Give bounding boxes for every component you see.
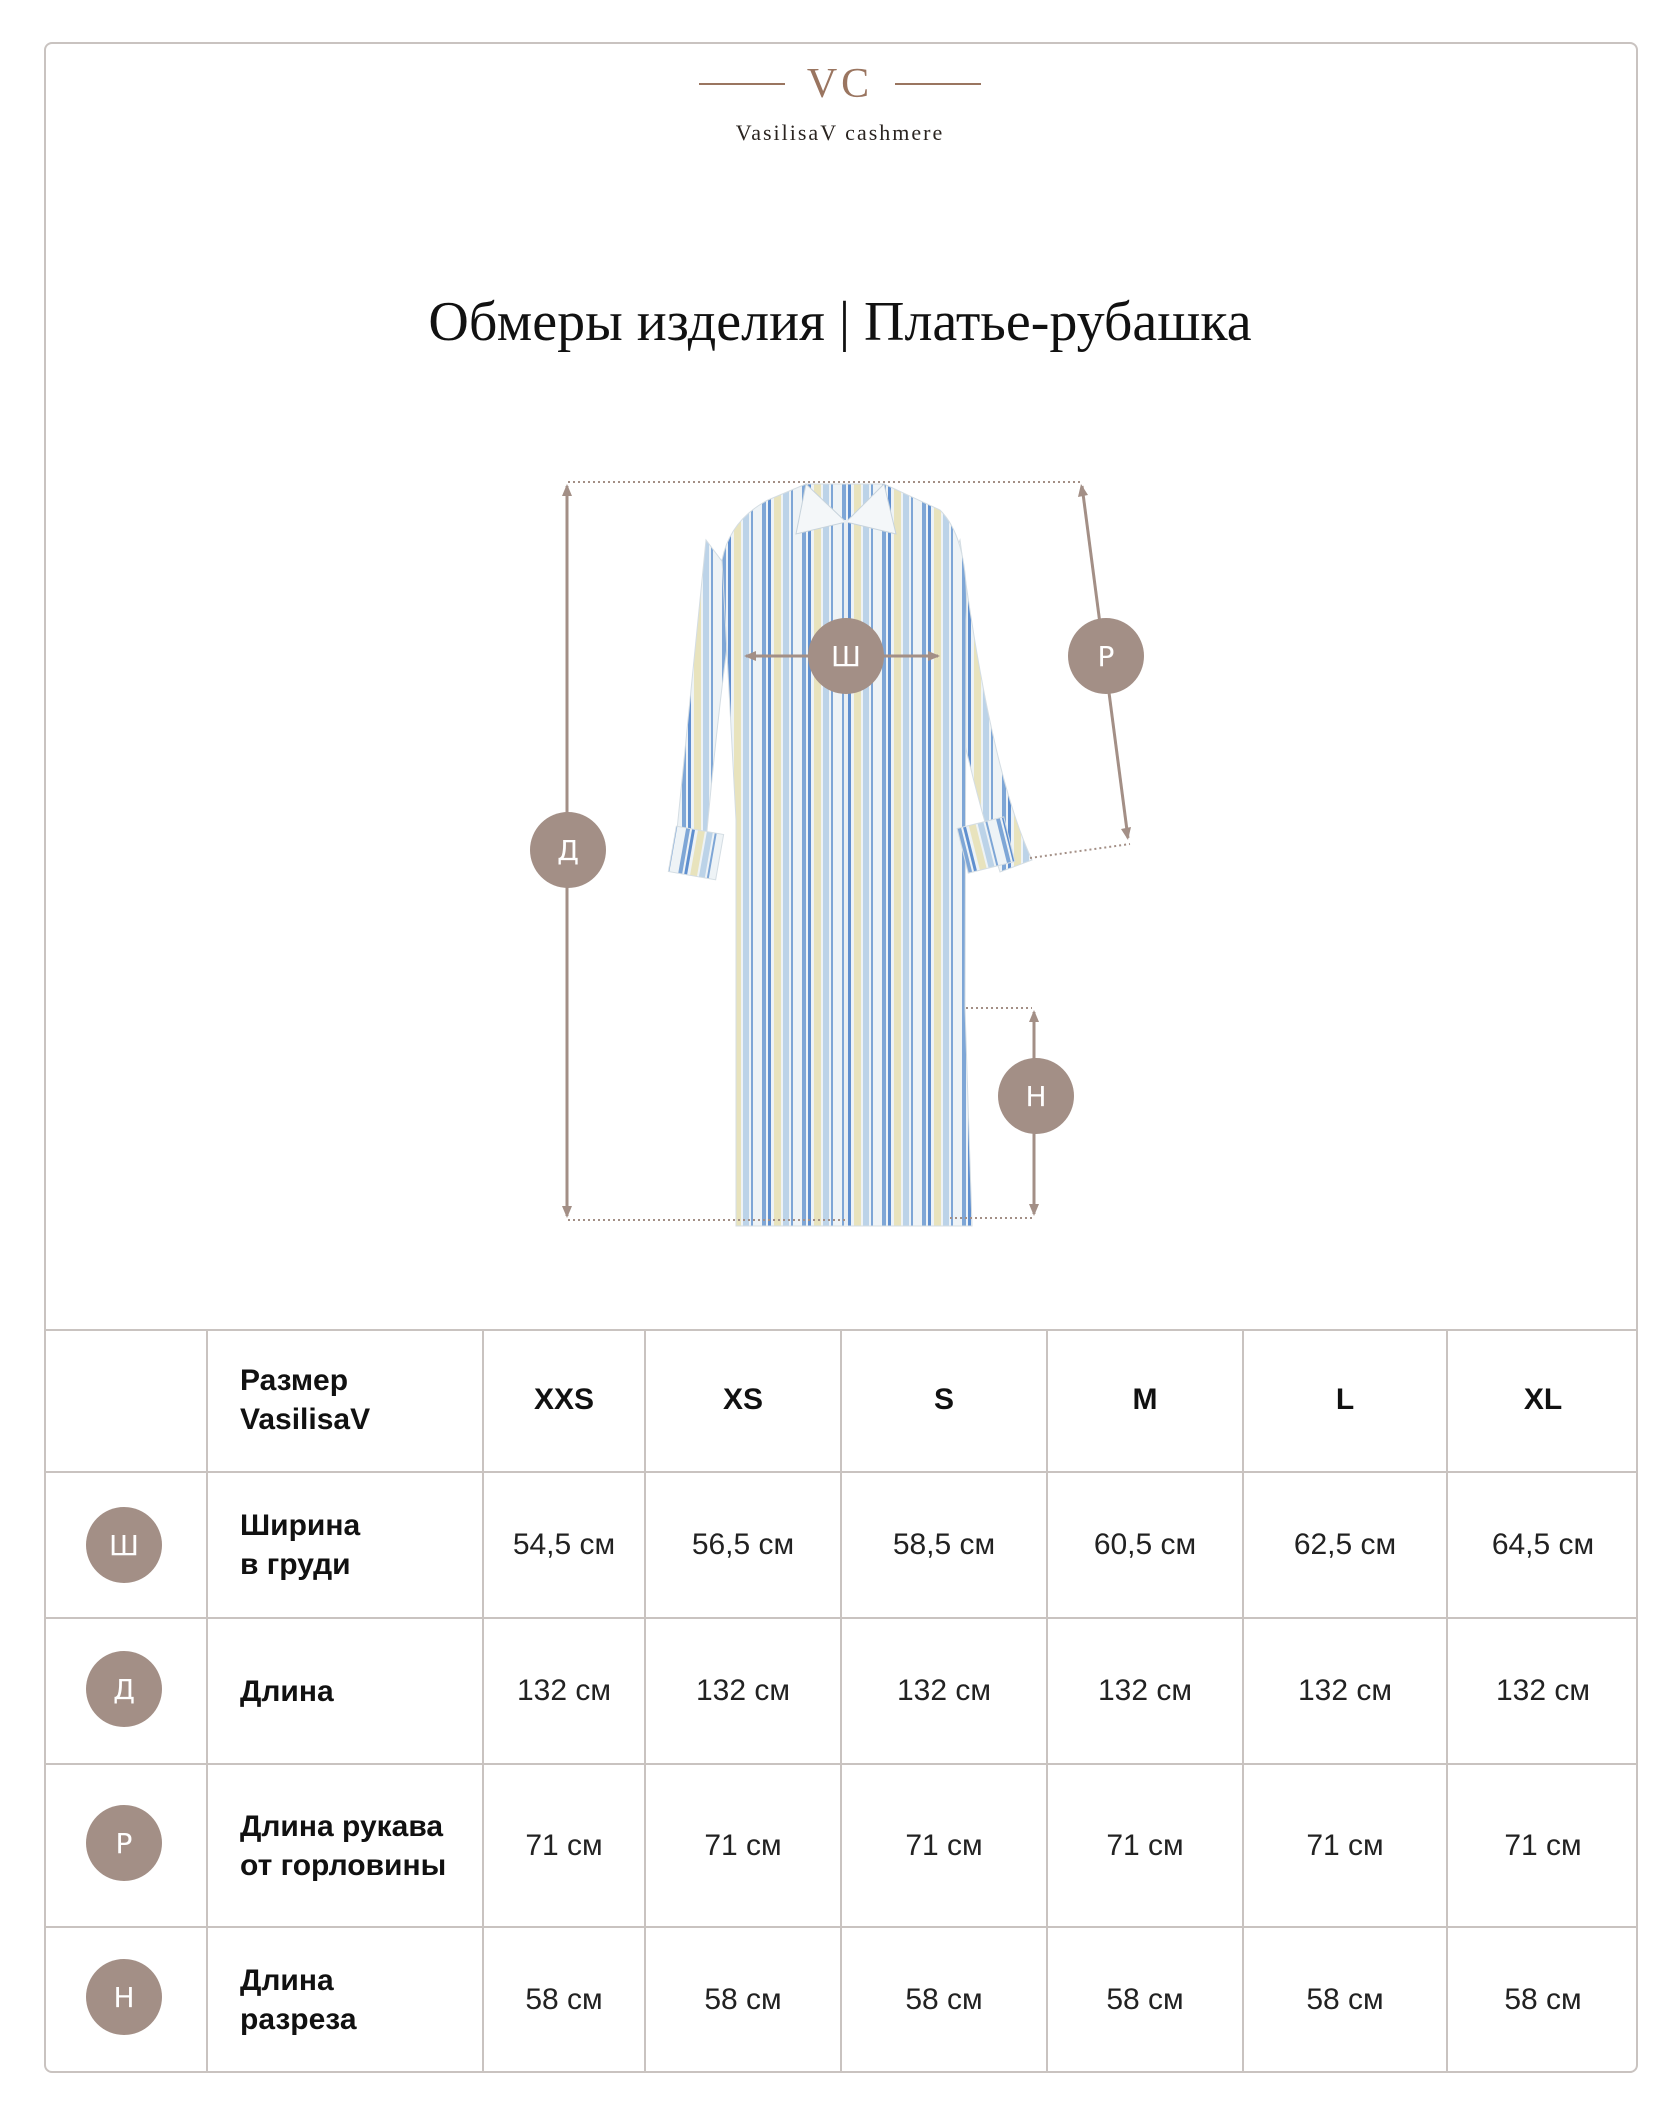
diagram-badge-sleeve: Р bbox=[1068, 618, 1144, 694]
table-cell: 71 см bbox=[1306, 1828, 1384, 1862]
size-column-header: XL bbox=[1523, 1383, 1563, 1416]
table-cell: 54,5 см bbox=[512, 1528, 616, 1561]
table-cell: 64,5 см bbox=[1491, 1528, 1595, 1561]
table-cell: 71 см bbox=[1106, 1828, 1184, 1862]
table-cell: 132 см bbox=[896, 1674, 991, 1707]
table-cell: 71 см bbox=[1504, 1828, 1582, 1862]
row-label-length: Длина bbox=[240, 1674, 334, 1708]
size-column-header: S bbox=[933, 1383, 954, 1416]
brand-name: VasilisaV cashmere bbox=[735, 120, 945, 145]
shirt-dress-illustration bbox=[668, 484, 1032, 1226]
table-cell: 132 см bbox=[1495, 1674, 1590, 1707]
size-column-header: M bbox=[1132, 1383, 1158, 1416]
row-badge-length: Д bbox=[86, 1651, 162, 1727]
table-cell: 56,5 см bbox=[691, 1528, 795, 1561]
row-label-chest-width: Ширина в груди bbox=[240, 1509, 361, 1581]
size-column-header: XXS bbox=[533, 1383, 595, 1416]
size-header-label: Размер VasilisaV bbox=[240, 1364, 371, 1436]
size-column-header: L bbox=[1335, 1383, 1355, 1416]
table-cell: 132 см bbox=[1297, 1674, 1392, 1707]
table-cell: 132 см bbox=[516, 1674, 611, 1707]
table-cell: 132 см bbox=[695, 1674, 790, 1707]
table-cell: 58 см bbox=[1106, 1982, 1184, 2016]
row-label-slit-length: Длина разреза bbox=[240, 1963, 357, 2036]
size-column-header: XS bbox=[722, 1383, 764, 1416]
table-cell: 58,5 см bbox=[892, 1528, 996, 1561]
diagram-badge-width: Ш bbox=[808, 618, 884, 694]
table-cell: 71 см bbox=[704, 1828, 782, 1862]
table-cell: 60,5 см bbox=[1093, 1528, 1197, 1561]
table-cell: 71 см bbox=[905, 1828, 983, 1862]
diagram-badge-slit: Н bbox=[998, 1058, 1074, 1134]
row-badge-width: Ш bbox=[86, 1507, 162, 1583]
table-cell: 58 см bbox=[905, 1982, 983, 2016]
table-cell: 58 см bbox=[1504, 1982, 1582, 2016]
table-cell: 71 см bbox=[525, 1828, 603, 1862]
size-table bbox=[44, 1329, 1638, 2073]
diagram-badge-length: Д bbox=[530, 812, 606, 888]
row-label-sleeve-length: Длина рукава от горловины bbox=[240, 1809, 447, 1882]
table-cell: 58 см bbox=[525, 1982, 603, 2016]
table-cell: 58 см bbox=[704, 1982, 782, 2016]
brand-monogram: VC bbox=[806, 61, 874, 107]
table-cell: 58 см bbox=[1306, 1982, 1384, 2016]
table-cell: 62,5 см bbox=[1293, 1528, 1397, 1561]
page-title: Обмеры изделия | Платье-рубашка bbox=[428, 291, 1252, 353]
row-badge-slit: Н bbox=[86, 1959, 162, 2035]
row-badge-sleeve: Р bbox=[86, 1805, 162, 1881]
table-cell: 132 см bbox=[1097, 1674, 1192, 1707]
